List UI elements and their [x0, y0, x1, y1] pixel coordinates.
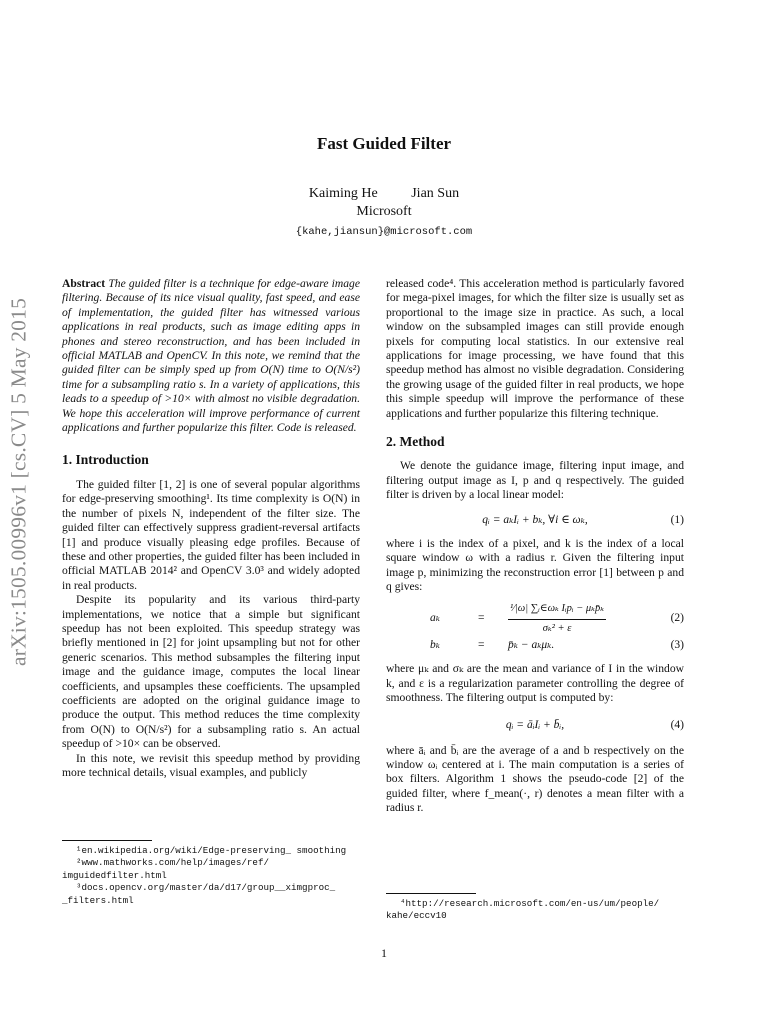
- page-number: 1: [381, 946, 387, 960]
- right-column: [386, 277, 684, 816]
- abstract: [62, 277, 360, 435]
- abstract-label: Abstract: [62, 277, 106, 290]
- equation-2-lhs: aₖ: [430, 612, 440, 625]
- equation-3-equals: =: [478, 639, 485, 652]
- equation-2-rhs: [508, 602, 606, 636]
- abstract-text: The guided filter is a technique for edge-aware image filtering. Because of its nice visual quality, fast speed, and ease of implementation, the guided filter has witnessed various applications in real products, such as image editing apps in phones and stereo reconstruction, and has been included in official MATLAB and OpenCV. In this note, we remind that the guided filter can be simply sped up from O(N) time to O(N/s²) time for a subsampling ratio s. In a variety of applications, this leads to a speedup of >10× with almost no visible degradation. We hope this acceleration will improve performance of current applications and further popularize this filter. Code is released.: [62, 277, 361, 435]
- right-footnotes: [386, 893, 684, 923]
- method-paragraph-1: We denote the guidance image, filtering input image, and filtering output image as I, p and q respectively. The guided filter is driven by a local linear model:: [386, 459, 684, 502]
- intro-paragraph-1: The guided filter [1, 2] is one of several popular algorithms for edge-preserving smoothing¹. Its time complexity is O(N) in the number of pixels N, independent of the filter size. The guided filter can effectively suppress gradient-reversal artifacts [1] and produce visually pleasing edge profiles. Because of these and other properties, the guided filter has been included in official MATLAB 2014² and OpenCV 3.0³ and widely adopted in real products.: [62, 477, 360, 592]
- equation-3: [386, 636, 684, 656]
- equation-2-number: (2): [670, 612, 684, 625]
- equation-1-number: (1): [670, 513, 684, 526]
- footnote: ⁴http://research.microsoft.com/en-us/um/people/ kahe/eccv10: [386, 898, 660, 922]
- equation-3-number: (3): [670, 639, 684, 652]
- equation-2-numerator: ¹⁄|ω| ∑ᵢ∈ωₖ Iᵢpᵢ − μₖp̄ₖ: [508, 602, 606, 619]
- equation-4-body: qᵢ = āᵢIᵢ + b̄ᵢ,: [505, 718, 565, 731]
- section-heading-method: 2. Method: [386, 434, 445, 450]
- equation-2-fraction: [508, 602, 606, 636]
- author-name: Jian Sun: [411, 186, 460, 201]
- affiliation: Microsoft: [356, 204, 412, 219]
- contact-email: {kahe,jiansun}@microsoft.com: [295, 226, 473, 238]
- equation-1: [386, 509, 684, 531]
- equation-4: [386, 714, 684, 736]
- left-column: [62, 277, 360, 780]
- equation-4-number: (4): [670, 718, 684, 731]
- equation-3-rhs: p̄ₖ − aₖμₖ.: [508, 639, 555, 652]
- right-paragraph-0: released code⁴. This acceleration method is particularly favored for mega-pixel images, for which the filter size is usually set as proportional to the image size in practice. As such, a local window on the subsampled images can still provide enough pixels for computing local statistics. In our extensive real applications for image processing, we have found that this speedup method has almost no visible degradation. Considering the growing usage of the guided filter in real products, we hope this simple speedup will improve the performance of these applications and further popularize this filtering technique.: [386, 277, 684, 420]
- equation-1-body: qᵢ = aₖIᵢ + bₖ, ∀i ∈ ωₖ,: [482, 513, 588, 526]
- equation-array-2-3: [386, 602, 684, 656]
- equation-3-lhs: bₖ: [430, 639, 440, 652]
- equation-2-denominator: σₖ² + ε: [542, 622, 572, 634]
- intro-paragraph-2: Despite its popularity and its various third-party implementations, we notice that a simple but significant speedup has not been exploited. This speedup strategy was briefly mentioned in [2] for joint upsampling but not for other generic scenarios. This method subsamples the filtering input image and the guidance image, computes the local linear coefficients, and upsamples these coefficients. The upsampled coefficients are adopted on the original guidance image to produce the output. This method reduces the time complexity from O(N) to O(N/s²) for a subsampling ratio s. An actual speedup of >10× can be observed.: [62, 593, 360, 751]
- author-name: Kaiming He: [308, 186, 378, 201]
- footnote-rule: [62, 840, 152, 841]
- equation-2-equals: =: [478, 612, 485, 625]
- paper-title: Fast Guided Filter: [316, 134, 452, 153]
- author-list: [0, 186, 768, 202]
- method-paragraph-4: where āᵢ and b̄ᵢ are the average of a and b respectively on the window ωᵢ centered at i. The main computation is a series of box filters. Algorithm 1 shows the pseudo-code [2] of the guided filter, where f_mean(·, r) denotes a mean filter with a radius r.: [386, 743, 684, 815]
- intro-paragraph-3: In this note, we revisit this speedup method by providing more technical details, visual examples, and publicly: [62, 751, 360, 779]
- method-paragraph-3: where μₖ and σₖ are the mean and variance of I in the window k, and ε is a regularization parameter controlling the degree of smoothness. The filtering output is computed by:: [386, 662, 684, 705]
- equation-2: [386, 602, 684, 636]
- method-paragraph-2: where i is the index of a pixel, and k is the index of a local square window ω with a radius r. Given the filtering input image p, minimizing the reconstruction error [1] between p and q gives:: [386, 536, 684, 593]
- footnote: ³docs.opencv.org/master/da/d17/group__ximgproc_ _filters.html: [62, 882, 336, 906]
- left-footnotes: [62, 840, 360, 907]
- section-heading-introduction: 1. Introduction: [62, 452, 149, 468]
- footnote: ¹en.wikipedia.org/wiki/Edge-preserving_ smoothing: [76, 845, 347, 856]
- footnote-rule: [386, 893, 476, 894]
- footnote: ²www.mathworks.com/help/images/ref/ imguidedfilter.html: [62, 857, 269, 881]
- arxiv-identifier-stamp: arXiv:1505.00996v1 [cs.CV] 5 May 2015: [6, 297, 31, 667]
